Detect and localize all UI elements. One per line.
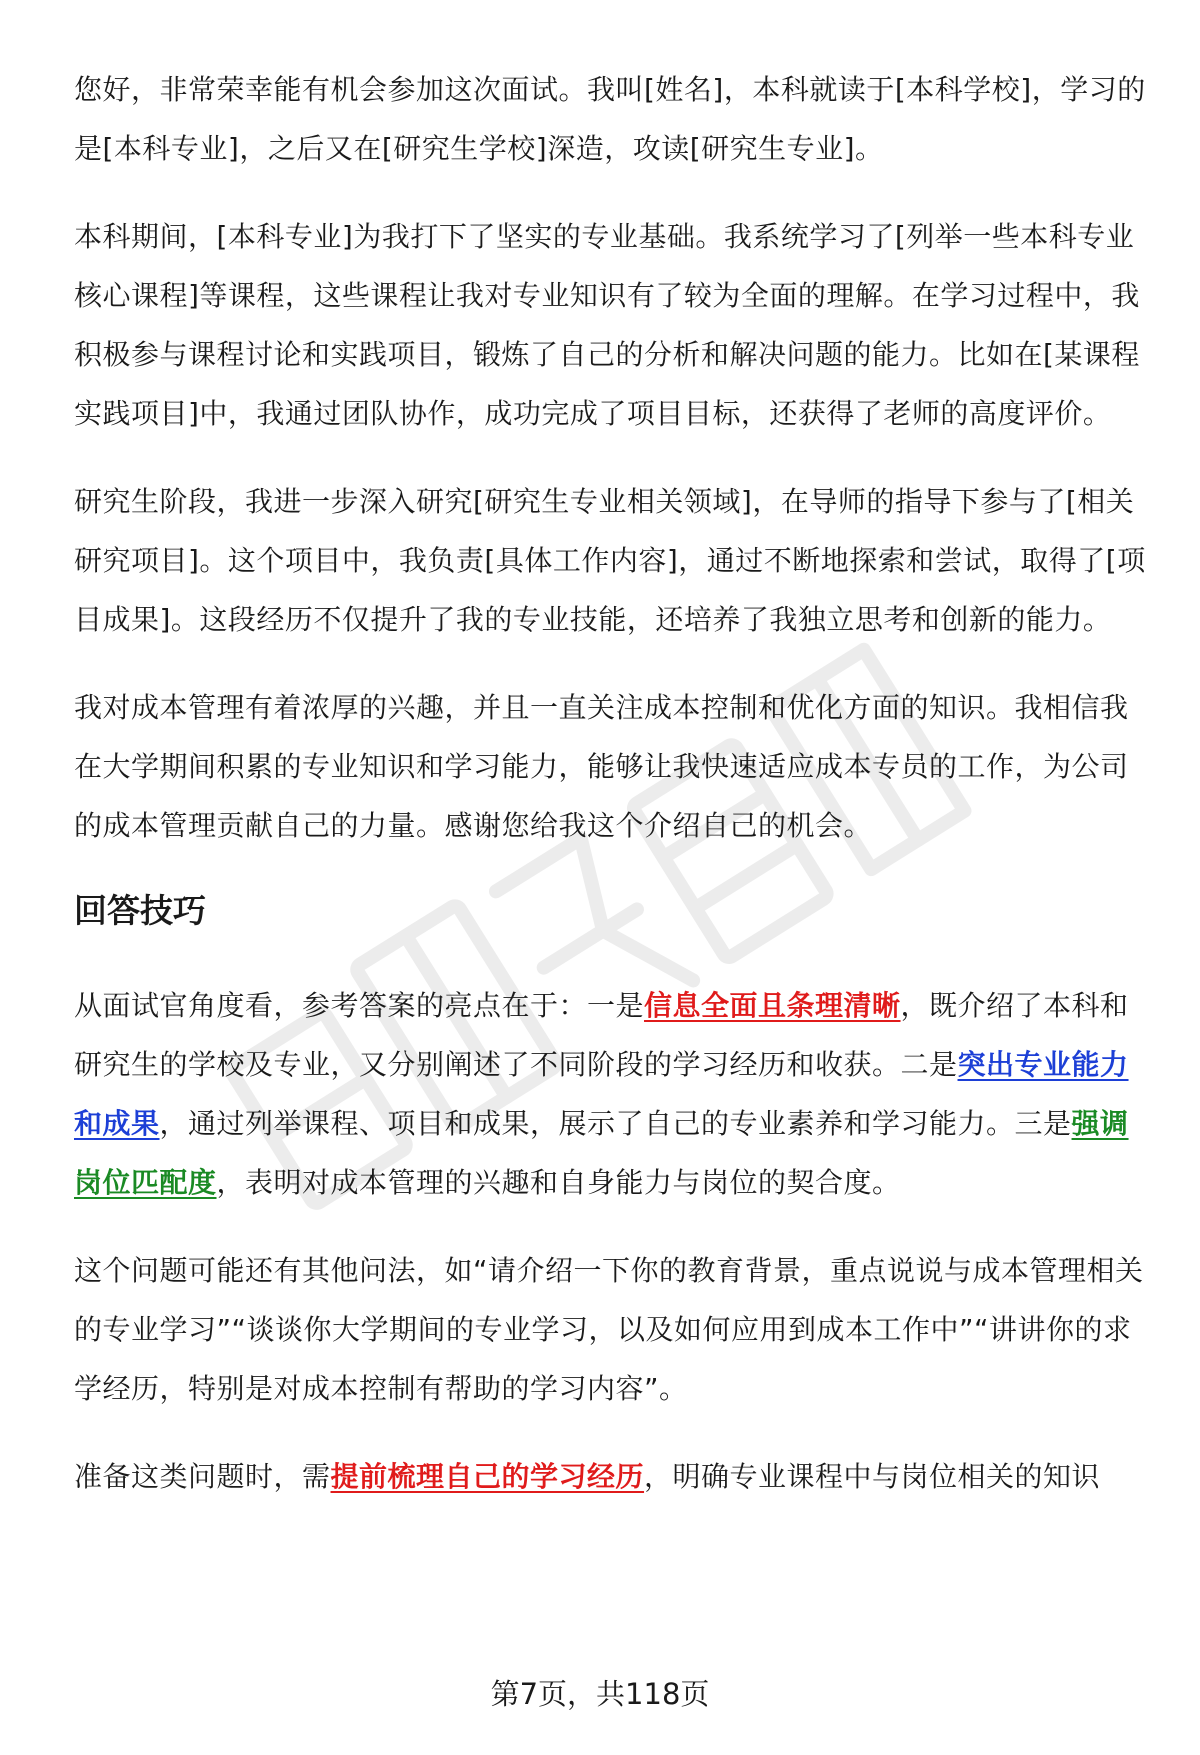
highlight-blue: 突出专业能力和成果 bbox=[74, 1048, 1129, 1140]
tips-paragraph-2: 这个问题可能还有其他问法，如“请介绍一下你的教育背景，重点说说与成本管理相关的专业学习”“谈谈你大学期间的专业学习，以及如何应用到成本工作中”“讲讲你的求学经历，特别是对成本控制有帮助的学习内容”。 bbox=[74, 1254, 1144, 1405]
tips-text: ，明确专业课程中与岗位相关的知识 bbox=[644, 1460, 1101, 1493]
tips-text: 从面试官角度看，参考答案的亮点在于：一是 bbox=[74, 989, 645, 1022]
section-heading: 回答技巧 bbox=[74, 891, 206, 930]
answer-paragraph-2: 本科期间，[本科专业]为我打下了坚实的专业基础。我系统学习了[列举一些本科专业核心课程]等课程，这些课程让我对专业知识有了较为全面的理解。在学习过程中，我积极参与课程讨论和实践项目，锻炼了自己的分析和解决问题的能力。比如在[某课程实践项目]中，我通过团队协作，成功完成了项目目标，还获得了老师的高度评价。 bbox=[74, 220, 1140, 430]
highlight-red: 信息全面且条理清晰 bbox=[644, 989, 901, 1022]
highlight-green: 强调岗位匹配度 bbox=[74, 1107, 1129, 1199]
tips-text: ，既介绍了本科和研究生的学校及专业，又分别阐述了不同阶段的学习经历和收获。二是 bbox=[74, 989, 1129, 1081]
tips-text: ，通过列举课程、项目和成果，展示了自己的专业素养和学习能力。三是 bbox=[159, 1107, 1072, 1140]
answer-paragraph-1: 您好，非常荣幸能有机会参加这次面试。我叫[姓名]，本科就读于[本科学校]，学习的是[本科专业]，之后又在[研究生学校]深造，攻读[研究生专业]。 bbox=[74, 73, 1146, 165]
document-body bbox=[74, 60, 1154, 1535]
answer-paragraph-4: 我对成本管理有着浓厚的兴趣，并且一直关注成本控制和优化方面的知识。我相信我在大学期间积累的专业知识和学习能力，能够让我快速适应成本专员的工作，为公司的成本管理贡献自己的力量。感谢您给我这个介绍自己的机会。 bbox=[74, 691, 1129, 842]
tips-text: 准备这类问题时，需 bbox=[74, 1460, 331, 1493]
highlight-red: 提前梳理自己的学习经历 bbox=[330, 1460, 645, 1493]
tips-paragraph-1 bbox=[74, 976, 1154, 1212]
tips-text: ，表明对成本管理的兴趣和自身能力与岗位的契合度。 bbox=[216, 1166, 901, 1199]
tips-paragraph-3 bbox=[74, 1447, 1154, 1506]
page-number: 第7页，共118页 bbox=[490, 1677, 710, 1711]
answer-paragraph-3: 研究生阶段，我进一步深入研究[研究生专业相关领域]，在导师的指导下参与了[相关研究项目]。这个项目中，我负责[具体工作内容]，通过不断地探索和尝试，取得了[项目成果]。这段经历不仅提升了我的专业技能，还培养了我独立思考和创新的能力。 bbox=[74, 485, 1146, 636]
